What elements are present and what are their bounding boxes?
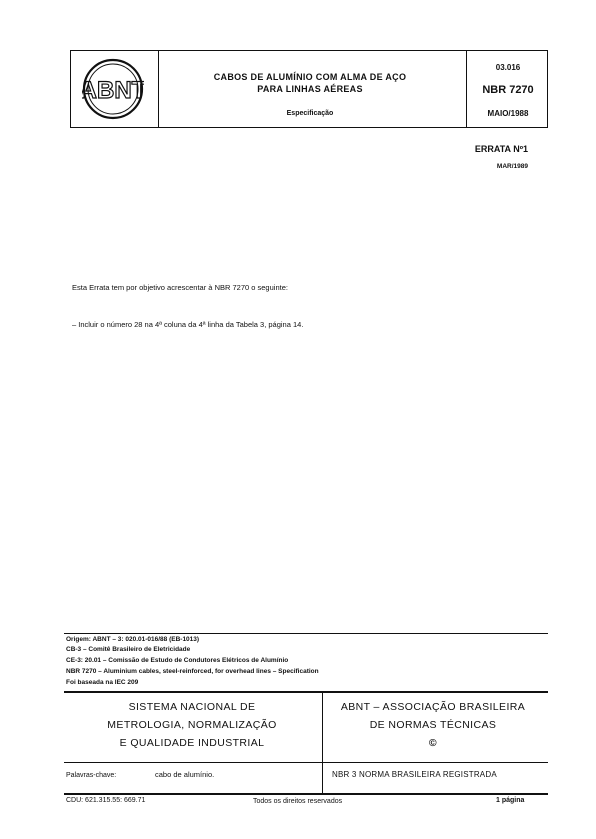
footer-top-border: [64, 691, 548, 693]
origin-line4: NBR 7270 – Aluminium cables, steel-reinforced, for overhead lines – Specification: [66, 668, 319, 675]
rights-notice: Todos os direitos reservados: [253, 798, 343, 805]
system-line2: METROLOGIA, NORMALIZAÇÃO: [107, 719, 277, 731]
footer-bottom-border: [64, 793, 548, 795]
logo-text: ABNT: [82, 77, 144, 104]
header-left-border: [70, 50, 71, 128]
origin-line2: CB-3 – Comitê Brasileiro de Eletricidade: [66, 646, 191, 653]
cdu-code: CDU: 621.315.55: 669.71: [66, 797, 146, 804]
keywords-label: Palavras-chave:: [66, 772, 117, 779]
origin-top-border: [64, 633, 548, 634]
document-title-line2: PARA LINHAS AÉREAS: [257, 84, 363, 94]
header-right-border: [547, 50, 548, 128]
system-line3: E QUALIDADE INDUSTRIAL: [119, 737, 265, 749]
keywords-value: cabo de alumínio.: [155, 770, 215, 779]
origin-line5: Foi baseada na IEC 209: [66, 679, 139, 686]
header-divider-right: [466, 50, 467, 128]
header-bottom-border: [70, 127, 548, 128]
footer-mid-border: [64, 762, 548, 763]
origin-line1: Origem: ABNT – 3: 020.01-016/88 (EB-1013): [66, 636, 200, 643]
header-divider-left: [158, 50, 159, 128]
header-top-border: [70, 50, 548, 51]
errata-intro: Esta Errata tem por objetivo acrescentar à NBR 7270 o seguinte:: [72, 283, 288, 292]
errata-label: ERRATA Nº1: [474, 144, 528, 154]
classification-code: 03.016: [495, 63, 521, 72]
standard-number: NBR 7270: [482, 84, 534, 96]
registry-label: NBR 3 NORMA BRASILEIRA REGISTRADA: [332, 770, 497, 779]
page-count: 1 página: [496, 797, 525, 804]
system-line1: SISTEMA NACIONAL DE: [128, 701, 256, 713]
copyright-symbol: ©: [428, 737, 438, 749]
document-title-line1: CABOS DE ALUMÍNIO COM ALMA DE AÇO: [213, 72, 407, 82]
errata-item: – Incluir o número 28 na 4ª coluna da 4ª linha da Tabela 3, página 14.: [72, 320, 304, 329]
abnt-association-line1: ABNT – ASSOCIAÇÃO BRASILEIRA: [340, 701, 526, 713]
origin-line3: CE-3: 20.01 – Comissão de Estudo de Condutores Elétricos de Alumínio: [66, 657, 289, 664]
standard-date: MAIO/1988: [487, 109, 529, 118]
abnt-logo: [82, 58, 144, 120]
errata-date: MAR/1989: [496, 163, 528, 170]
abnt-association-line2: DE NORMAS TÉCNICAS: [369, 719, 497, 731]
document-subtitle: Especificação: [286, 110, 334, 117]
